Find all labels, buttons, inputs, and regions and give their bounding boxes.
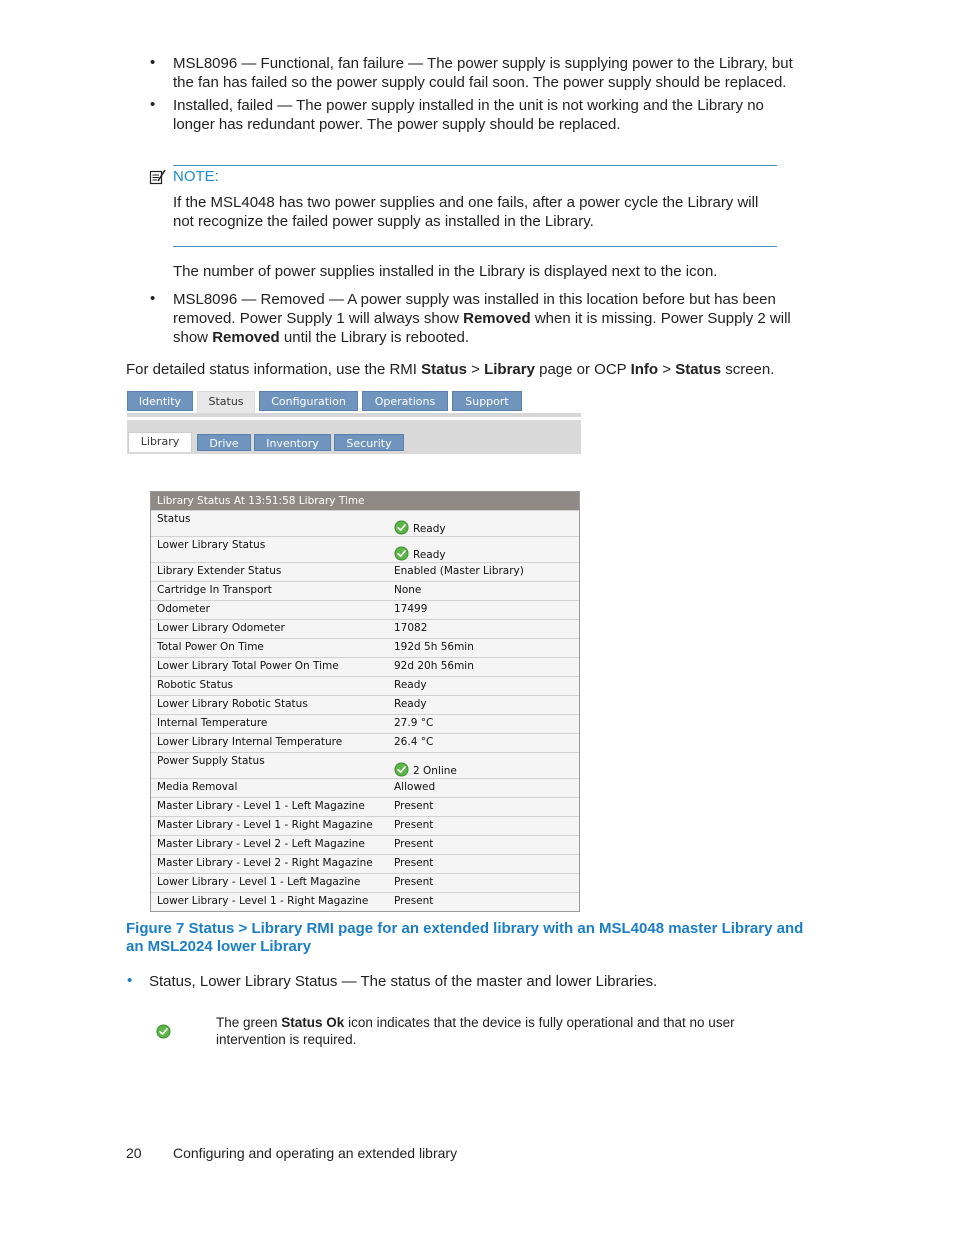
row-value: 17082 [394,622,428,634]
row-label: Lower Library Total Power On Time [157,660,339,672]
row-value: Present [394,838,434,850]
row-value: Present [394,895,434,907]
row-label: Media Removal [157,781,238,793]
status-ok-icon [156,1024,171,1044]
row-label: Cartridge In Transport [157,584,272,596]
table-row [151,562,579,581]
table-row [151,778,579,797]
note-icon [149,168,167,191]
row-value: Enabled (Master Library) [394,565,524,577]
table-row [151,873,579,892]
note-bottom-rule [173,246,777,247]
status-ok-icon [394,546,409,561]
row-value: Present [394,857,434,869]
row-value: Allowed [394,781,436,793]
table-row [151,600,579,619]
row-value: 92d 20h 56min [394,660,474,672]
tab-operations[interactable]: Operations [362,391,448,411]
subtab-library[interactable]: Library [128,432,192,452]
status-ok-icon [394,762,409,777]
footer-title: Configuring and operating an extended library [173,1145,458,1161]
row-value: 27.9 °C [394,717,434,729]
table-row [151,892,579,911]
table-row [151,733,579,752]
detail-paragraph: For detailed status information, use the RMI Status > Library page or OCP Info > Status screen. [126,361,775,378]
row-value-text: 2 Online [413,765,457,777]
subtab-inventory[interactable]: Inventory [254,434,331,451]
table-row [151,854,579,873]
tab-underbar [127,413,581,417]
status-ok-description: The green Status Ok icon indicates that the device is fully operational and that no user intervention is required. [216,1015,735,1047]
row-label: Master Library - Level 2 - Left Magazine [157,838,365,850]
row-value: Present [394,819,434,831]
row-label: Master Library - Level 1 - Left Magazine [157,800,365,812]
bullet-marker: • [150,54,156,71]
tab-support[interactable]: Support [452,391,522,411]
row-label: Power Supply Status [157,755,265,767]
subtab-security[interactable]: Security [334,434,404,451]
row-value [394,762,457,777]
row-value-text: Ready [413,549,446,561]
row-value: Ready [394,679,427,691]
row-value: 192d 5h 56min [394,641,474,653]
figure-caption: Figure 7 Status > Library RMI page for an extended library with an MSL4048 master Library and an MSL2024 lower Library [126,920,804,955]
row-value: Ready [394,698,427,710]
row-value-text: Ready [413,523,446,535]
table-row [151,536,579,562]
row-value [394,546,446,561]
table-row [151,657,579,676]
bullet-status: Status, Lower Library Status — The status of the master and lower Libraries. [149,973,658,990]
subtab-drive[interactable]: Drive [197,434,251,451]
table-row [151,510,579,536]
bullet-marker: • [150,96,156,113]
row-label: Total Power On Time [157,641,264,653]
row-label: Internal Temperature [157,717,268,729]
row-label: Lower Library - Level 1 - Left Magazine [157,876,361,888]
row-value: Present [394,876,434,888]
tab-identity[interactable]: Identity [127,391,193,411]
note-top-rule [173,165,777,166]
row-value: 26.4 °C [394,736,434,748]
bullet-fan-failure: MSL8096 — Functional, fan failure — The power supply is supplying power to the Library, but the fan has failed so the power supply could fail soon. The power supply should be replaced. [173,55,793,91]
bullet-installed-failed: Installed, failed — The power supply installed in the unit is not working and the Library no longer has redundant power. The power supply should be replaced. [173,97,764,133]
table-row [151,752,579,778]
note-label: NOTE: [173,168,219,185]
row-value: None [394,584,422,596]
row-label: Lower Library - Level 1 - Right Magazine [157,895,369,907]
row-label: Library Extender Status [157,565,282,577]
row-label: Lower Library Robotic Status [157,698,308,710]
row-label: Lower Library Status [157,539,266,551]
table-row [151,619,579,638]
row-value: 17499 [394,603,428,615]
row-value: Present [394,800,434,812]
row-label: Lower Library Internal Temperature [157,736,343,748]
note-text: If the MSL4048 has two power supplies and one fails, after a power cycle the Library will not recognize the failed power supply as installed in the Library. [173,194,759,230]
row-label: Lower Library Odometer [157,622,285,634]
bullet-marker: • [150,290,156,307]
tab-configuration[interactable]: Configuration [259,391,358,411]
table-row [151,695,579,714]
page-number: 20 [126,1145,142,1161]
table-row [151,835,579,854]
table-row [151,581,579,600]
row-value [394,520,446,535]
status-ok-icon [394,520,409,535]
bullet-marker: • [127,972,133,989]
tab-status[interactable]: Status [197,391,255,413]
table-row [151,714,579,733]
status-table-header: Library Status At 13:51:58 Library Time [151,492,579,510]
row-label: Master Library - Level 1 - Right Magazine [157,819,373,831]
row-label: Status [157,513,191,525]
installed-count-paragraph: The number of power supplies installed in the Library is displayed next to the icon. [173,263,718,280]
row-label: Odometer [157,603,210,615]
table-row [151,638,579,657]
row-label: Robotic Status [157,679,233,691]
table-row [151,797,579,816]
row-label: Master Library - Level 2 - Right Magazine [157,857,373,869]
table-row [151,676,579,695]
library-status-table [150,491,580,912]
bullet-removed: MSL8096 — Removed — A power supply was installed in this location before but has been removed. Power Supply 1 will always show Removed when it is missing. Power Supply 2 will show Removed until the Library is rebooted. [173,291,791,346]
table-row [151,816,579,835]
